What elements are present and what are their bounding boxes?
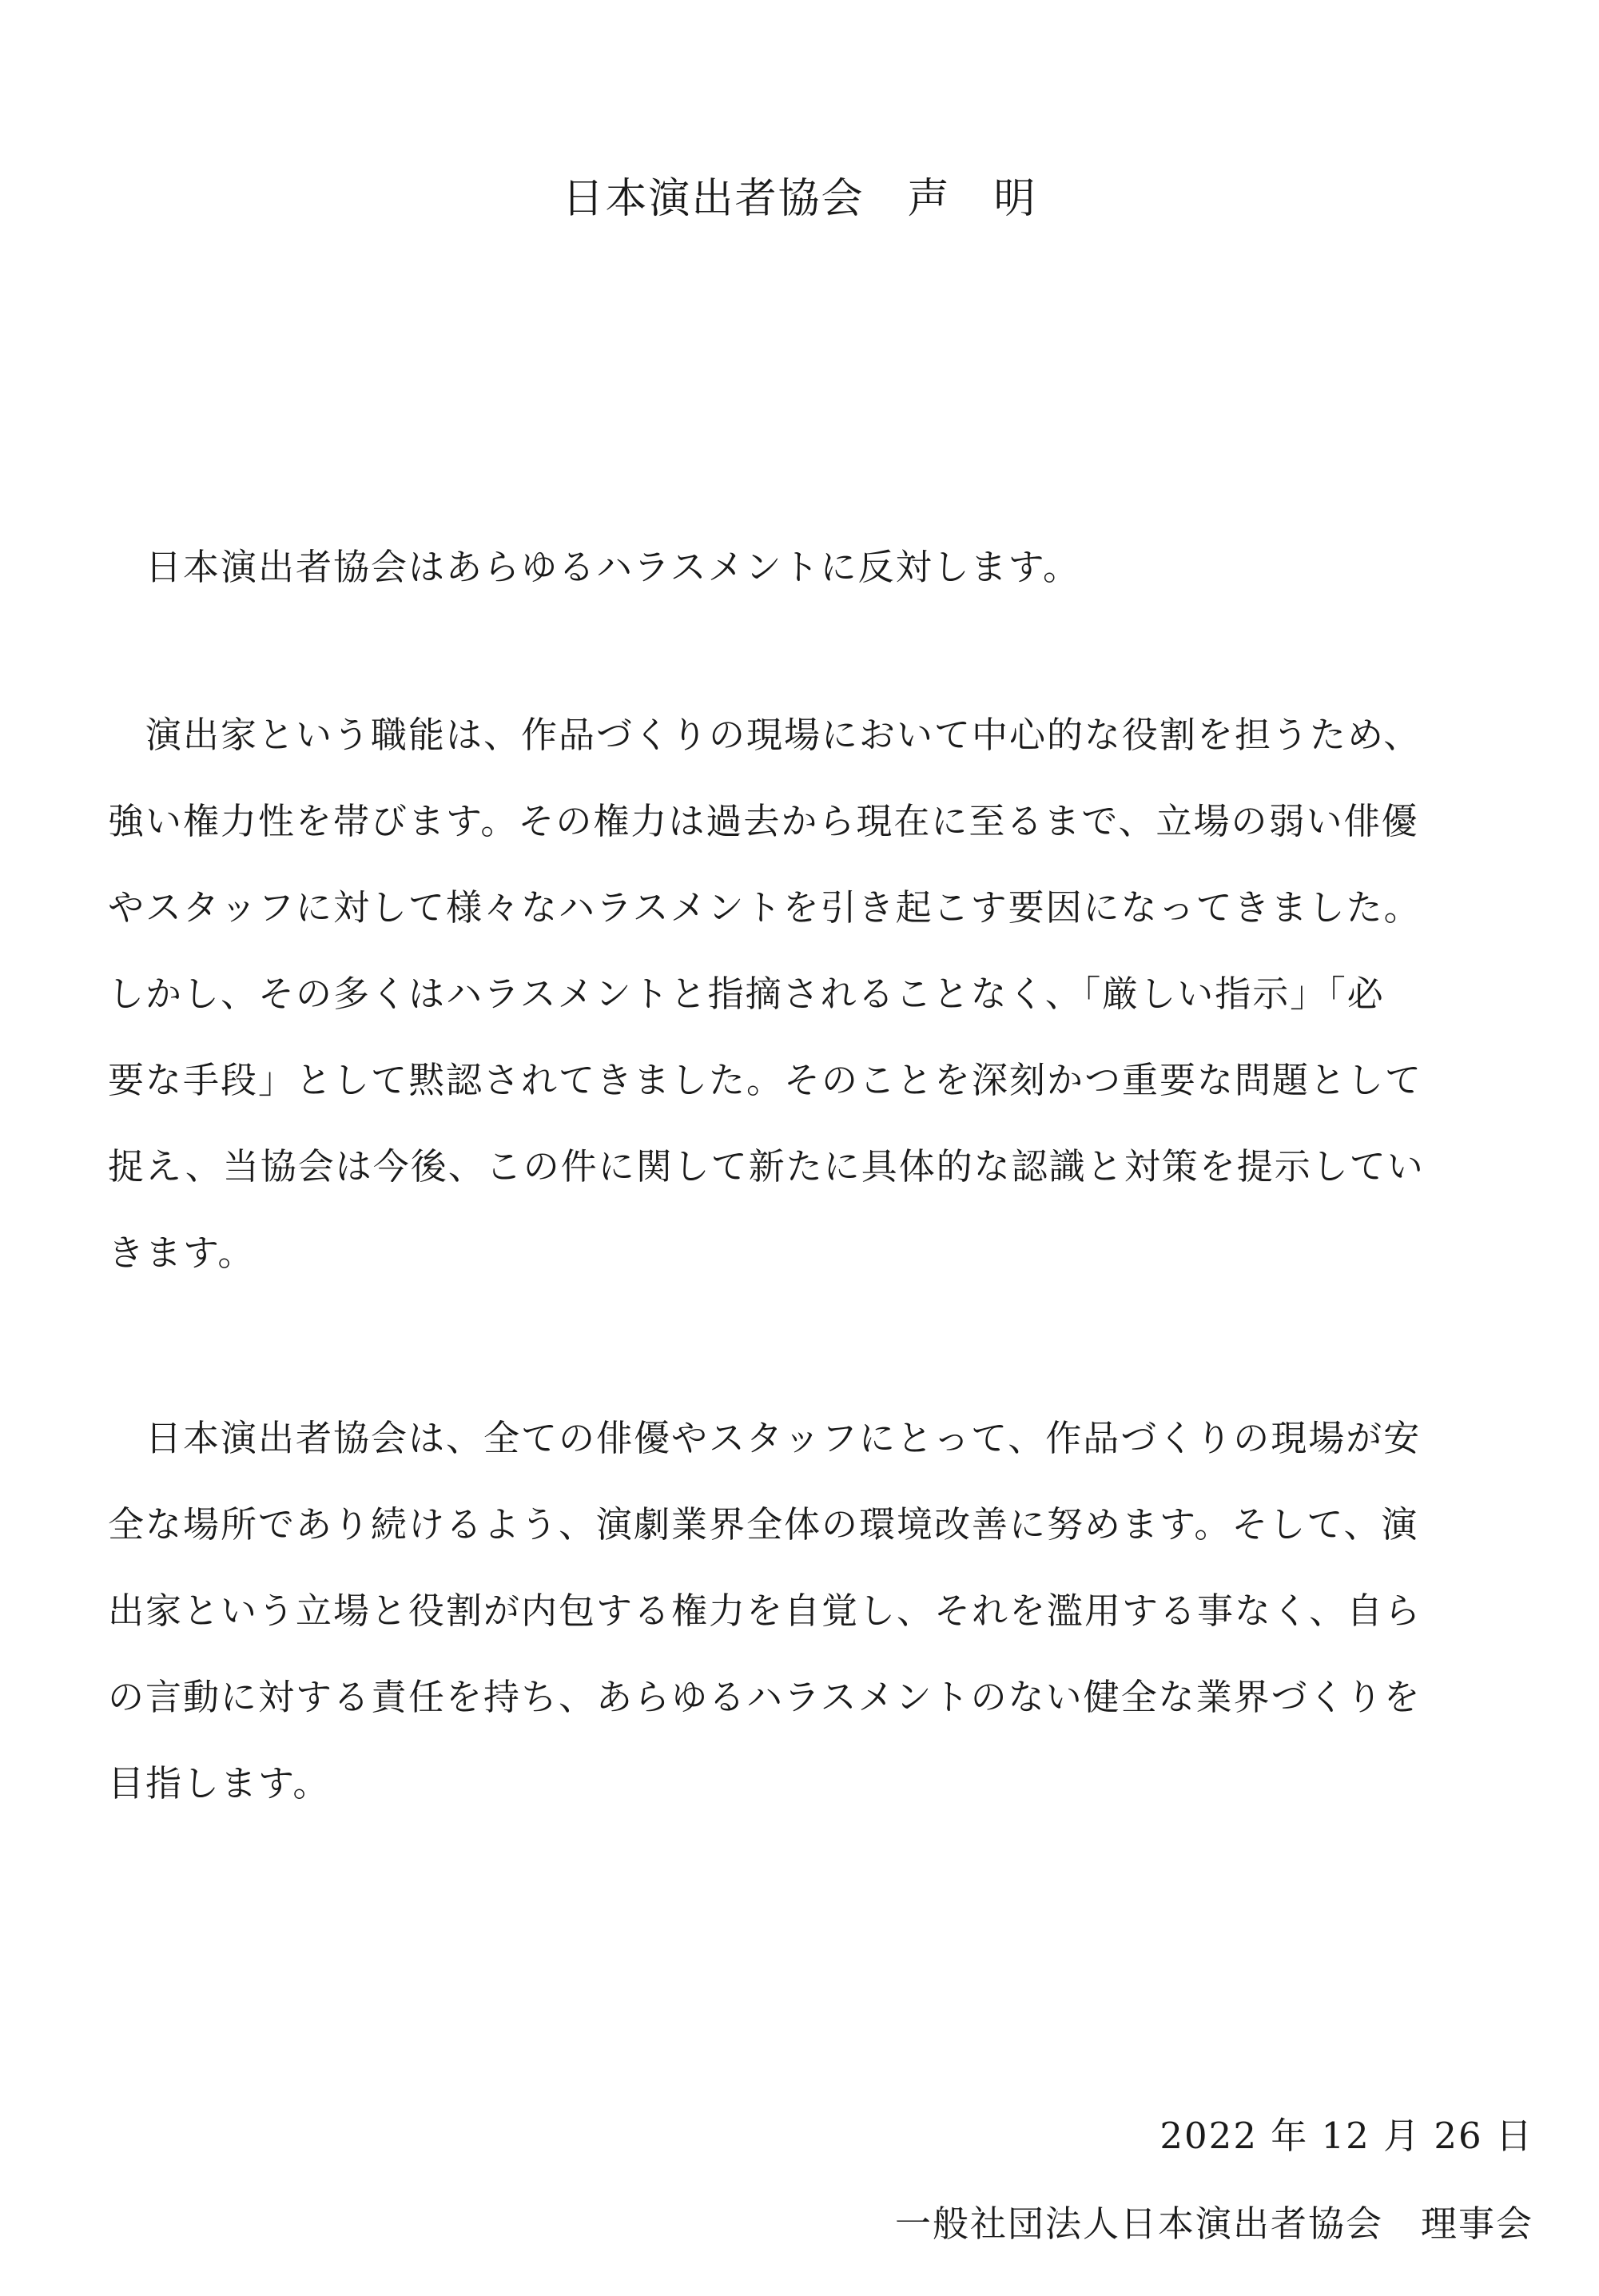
paragraph-line: 全な場所であり続けるよう、演劇業界全体の環境改善に努めます。そして、演 xyxy=(108,1503,1419,1546)
paragraph-line: 捉え、当協会は今後、この件に関して新たに具体的な認識と対策を提示してい xyxy=(108,1145,1425,1188)
paragraph-1 xyxy=(108,524,1514,611)
document-signature: 一般社団法人日本演出者協会 理事会 xyxy=(894,2202,1533,2245)
paragraph-line: 出家という立場と役割が内包する権力を自覚し、それを濫用する事なく、自ら xyxy=(108,1590,1422,1632)
paragraph-line: 日本演出者協会は、全ての俳優やスタッフにとって、作品づくりの現場が安 xyxy=(108,1417,1422,1459)
paragraph-line: の言動に対する責任を持ち、あらゆるハラスメントのない健全な業界づくりを xyxy=(108,1676,1422,1718)
paragraph-line: 要な手段」として黙認されてきました。そのことを深刻かつ重要な問題として xyxy=(108,1059,1423,1101)
paragraph-line: 強い権力性を帯びます。その権力は過去から現在に至るまで、立場の弱い俳優 xyxy=(108,800,1419,842)
paragraph-line: 演出家という職能は、作品づくりの現場において中心的な役割を担うため、 xyxy=(108,714,1422,756)
paragraph-3 xyxy=(108,1395,1514,1827)
document-date: 2022 年 12 月 26 日 xyxy=(1159,2115,1533,2157)
paragraph-line: きます。 xyxy=(108,1232,256,1274)
paragraph-line: 日本演出者協会はあらゆるハラスメントに反対します。 xyxy=(108,546,1081,588)
paragraph-2 xyxy=(108,692,1514,1296)
document-title: 日本演出者協会 声 明 xyxy=(562,175,1037,223)
paragraph-line: やスタッフに対して様々なハラスメントを引き起こす要因になってきました。 xyxy=(108,886,1422,929)
paragraph-line: 目指します。 xyxy=(108,1762,331,1805)
paragraph-line: しかし、その多くはハラスメントと指摘されることなく、「厳しい指示」「必 xyxy=(108,973,1385,1015)
